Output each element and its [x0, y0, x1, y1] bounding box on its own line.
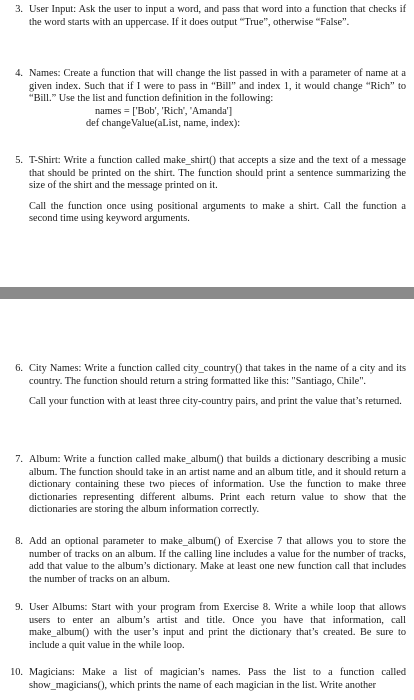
- exercise-text: Magicians: Make a list of magician’s names. Pass the list to a function called show_magicians(), which prints the name of each magician in the list. Write another: [29, 667, 406, 691]
- exercise-text-followup: Call your function with at least three city-country pairs, and print the value that’s returned.: [29, 396, 402, 408]
- exercise-number: 6.: [15, 363, 23, 374]
- code-line-function-def: def changeValue(aList, name, index):: [86, 118, 241, 130]
- exercise-text: T-Shirt: Write a function called make_shirt() that accepts a size and the text of a message that should be printed on the shirt. The function should print a sentence summarizing the size of the shirt and the message printed on it.: [29, 155, 406, 192]
- exercise-number: 9.: [15, 602, 23, 613]
- exercise-6: [6, 363, 406, 409]
- document-page-top: [0, 0, 414, 287]
- exercise-3: [6, 4, 406, 29]
- exercise-text: Names: Create a function that will change the list passed in with a parameter of name at a given index. Such that if I were to pass in “Bill” and index 1, it would change “Rich” to “Bill.” Use the list and function definition in the following:: [29, 68, 406, 105]
- exercise-text: User Input: Ask the user to input a word, and pass that word into a function that checks if the word starts with an uppercase. If it does output “True”, otherwise “False”.: [29, 4, 406, 28]
- exercise-4: [6, 68, 406, 131]
- exercise-8: [6, 536, 406, 586]
- exercise-number: 4.: [15, 68, 23, 79]
- exercise-number: 7.: [15, 454, 23, 465]
- page-separator: [0, 287, 414, 299]
- exercise-9: [6, 602, 406, 652]
- exercise-number: 10.: [10, 667, 23, 678]
- exercise-number: 3.: [15, 4, 23, 15]
- exercise-number: 8.: [15, 536, 23, 547]
- exercise-text: User Albums: Start with your program from Exercise 8. Write a while loop that allows users to enter an album’s artist and title. Once you have that information, call make_album() with the user’s input and print the dictionary that’s created. Be sure to include a quit value in the while loop.: [29, 602, 406, 651]
- exercise-number: 5.: [15, 155, 23, 166]
- exercise-text: Add an optional parameter to make_album() of Exercise 7 that allows you to store the number of tracks on an album. If the calling line includes a value for the number of tracks, add that value to the album’s dictionary. Make at least one new function call that includes the number of tracks on an album.: [29, 536, 406, 585]
- exercise-5: [6, 155, 406, 226]
- exercise-10: [6, 667, 406, 692]
- code-line-names-list: names = ['Bob', 'Rich', 'Amanda']: [95, 105, 233, 117]
- exercise-text: Album: Write a function called make_album() that builds a dictionary describing a music album. The function should take in an artist name and an album title, and it should return a dictionary containing these two pieces of information. Use the function to make three dictionaries representing different albums. Print each return value to show that the dictionaries are storing the album information correctly.: [29, 454, 406, 516]
- exercise-text: City Names: Write a function called city_country() that takes in the name of a city and its country. The function should return a string formatted like this: "Santiago, Chile".: [29, 363, 406, 387]
- exercise-7: [6, 454, 406, 517]
- exercise-text-followup: Call the function once using positional arguments to make a shirt. Call the function a second time using keyword arguments.: [29, 200, 406, 225]
- document-page-bottom: [0, 299, 414, 700]
